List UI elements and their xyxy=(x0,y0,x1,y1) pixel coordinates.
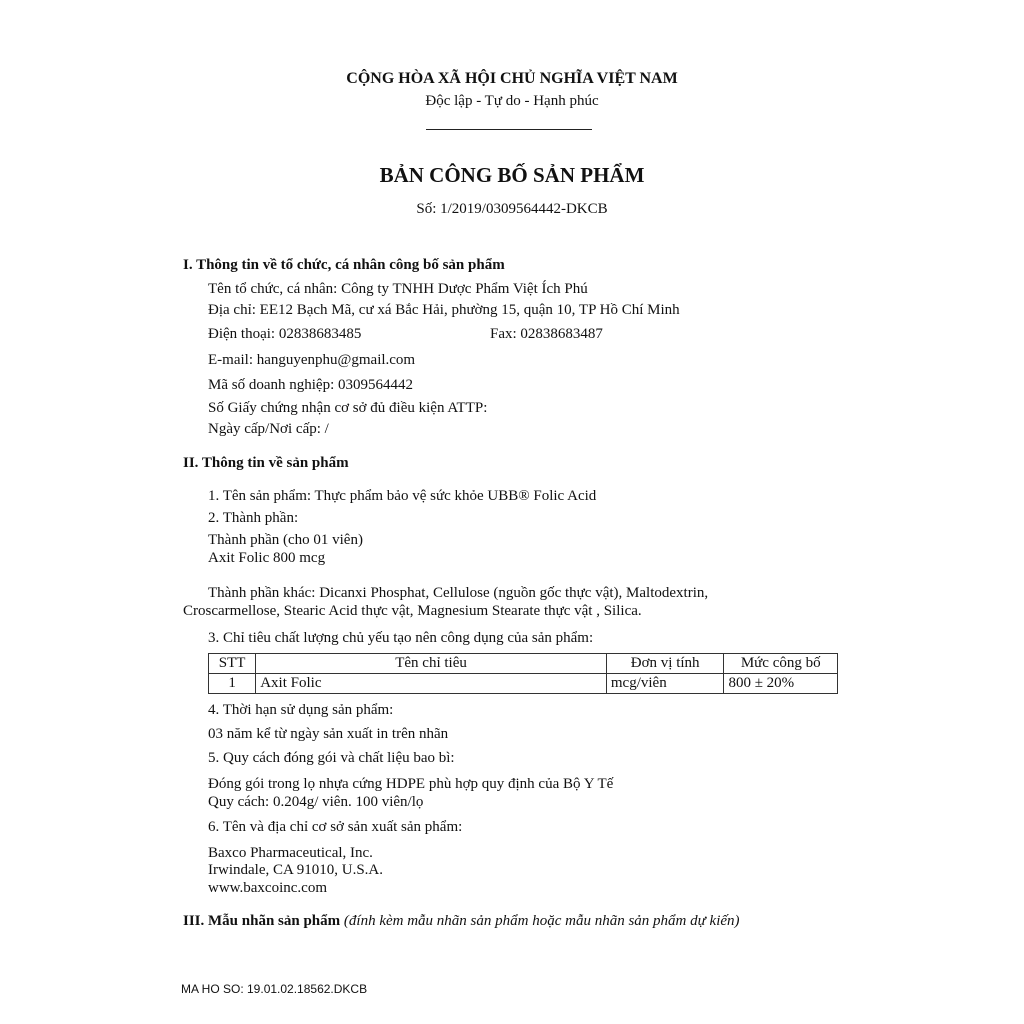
cell-stt: 1 xyxy=(209,674,256,694)
table-header-row xyxy=(209,654,838,674)
document-number: Số: 1/2019/0309564442-DKCB xyxy=(416,201,608,217)
packing-label: 5. Quy cách đóng gói và chất liệu bao bì: xyxy=(208,750,455,766)
shelf-life-value: 03 năm kể từ ngày sản xuất in trên nhãn xyxy=(208,726,449,742)
col-header-unit: Đơn vị tính xyxy=(606,654,724,674)
other-ingredients-line1: Thành phần khác: Dicanxi Phosphat, Cellulose (nguồn gốc thực vật), Maltodextrin, xyxy=(208,585,709,601)
table-row xyxy=(209,674,838,694)
motto: Độc lập - Tự do - Hạnh phúc xyxy=(425,93,599,109)
cell-name: Axit Folic xyxy=(256,674,607,694)
other-ingredients-line2: Croscarmellose, Stearic Acid thực vật, Magnesium Stearate thực vật , Silica. xyxy=(183,603,642,619)
republic-heading: CỘNG HÒA XÃ HỘI CHỦ NGHĨA VIỆT NAM xyxy=(346,70,678,87)
packing-line2: Quy cách: 0.204g/ viên. 100 viên/lọ xyxy=(208,794,424,810)
shelf-life-label: 4. Thời hạn sử dụng sản phẩm: xyxy=(208,702,394,718)
cell-level: 800 ± 20% xyxy=(724,674,838,694)
col-header-stt: STT xyxy=(209,654,256,674)
section3-heading-line xyxy=(183,913,740,930)
org-issue: Ngày cấp/Nơi cấp: / xyxy=(208,421,329,437)
org-tax-code: Mã số doanh nghiệp: 0309564442 xyxy=(208,377,413,393)
section3-heading: III. Mẫu nhãn sản phẩm xyxy=(183,913,341,929)
quality-table xyxy=(208,653,838,694)
org-fax: Fax: 02838683487 xyxy=(490,326,603,342)
section2-heading: II. Thông tin về sản phẩm xyxy=(183,455,349,471)
record-number: MA HO SO: 19.01.02.18562.DKCB xyxy=(181,982,368,996)
section1-heading: I. Thông tin về tổ chức, cá nhân công bố sản phẩm xyxy=(183,257,505,273)
col-header-name: Tên chỉ tiêu xyxy=(256,654,607,674)
header-divider xyxy=(426,129,592,130)
org-cert: Số Giấy chứng nhận cơ sở đủ điều kiện ATTP: xyxy=(208,400,488,416)
ingredients-main: Axit Folic 800 mcg xyxy=(208,550,326,566)
ingredients-per: Thành phần (cho 01 viên) xyxy=(208,532,363,548)
maker-name: Baxco Pharmaceutical, Inc. xyxy=(208,845,373,861)
org-name: Tên tổ chức, cá nhân: Công ty TNHH Dược Phẩm Việt Ích Phú xyxy=(208,281,588,297)
section3-note: (đính kèm mẫu nhãn sản phẩm hoặc mẫu nhãn sản phẩm dự kiến) xyxy=(343,913,740,929)
col-header-level: Mức công bố xyxy=(724,654,838,674)
quality-label: 3. Chỉ tiêu chất lượng chủ yếu tạo nên công dụng của sản phẩm: xyxy=(208,630,594,646)
org-address: Địa chỉ: EE12 Bạch Mã, cư xá Bắc Hải, phường 15, quận 10, TP Hồ Chí Minh xyxy=(208,302,680,318)
packing-line1: Đóng gói trong lọ nhựa cứng HDPE phù hợp quy định của Bộ Y Tế xyxy=(208,776,614,792)
maker-label: 6. Tên và địa chỉ cơ sở sản xuất sản phẩm: xyxy=(208,819,463,835)
ingredients-label: 2. Thành phần: xyxy=(208,510,299,526)
cell-unit: mcg/viên xyxy=(606,674,724,694)
document-title: BẢN CÔNG BỐ SẢN PHẨM xyxy=(379,163,645,187)
org-phone: Điện thoại: 02838683485 xyxy=(208,326,362,342)
maker-city: Irwindale, CA 91010, U.S.A. xyxy=(208,862,383,878)
org-email: E-mail: hanguyenphu@gmail.com xyxy=(208,352,416,368)
maker-website: www.baxcoinc.com xyxy=(208,880,327,896)
product-name: 1. Tên sản phẩm: Thực phẩm bảo vệ sức khỏe UBB® Folic Acid xyxy=(208,488,597,504)
